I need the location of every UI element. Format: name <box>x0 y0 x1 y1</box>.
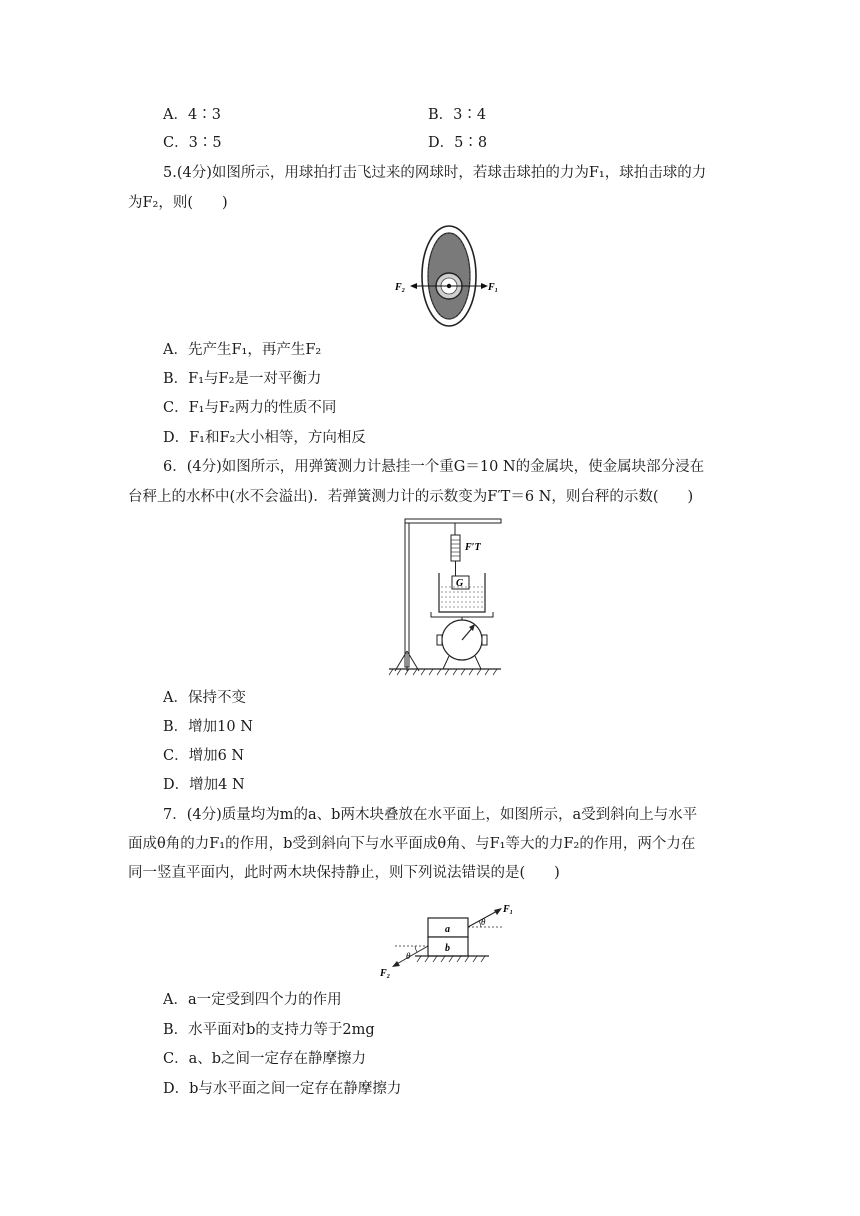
stand-arm <box>405 519 501 523</box>
q4-option-b: B．3∶4 <box>428 107 487 123</box>
q5-tennis-racket-figure <box>392 222 508 330</box>
q5-stem-line2: 为F₂，则( ) <box>128 195 228 211</box>
stand-pole <box>405 519 409 667</box>
q7-stem-line1: 7．(4分)质量均为m的a、b两木块叠放在水平面上，如图所示，a受到斜向上与水平 <box>163 807 698 823</box>
q6-option-c: C．增加6 N <box>163 748 245 764</box>
q7-option-c: C．a、b之间一定存在静摩擦力 <box>163 1051 367 1067</box>
q7-label-f1: F₁ <box>503 904 514 915</box>
q7-label-f2: F₂ <box>380 968 391 979</box>
q7-option-a: A．a一定受到四个力的作用 <box>163 992 342 1008</box>
q5-stem-line1: 5.(4分)如图所示，用球拍打击飞过来的网球时，若球击球拍的力为F₁，球拍击球的力 <box>163 165 707 181</box>
q6-label-g: G <box>456 578 464 589</box>
q5-option-a: A．先产生F₁，再产生F₂ <box>163 342 322 358</box>
q6-option-a: A．保持不变 <box>163 690 246 706</box>
q7-label-theta2: θ <box>406 951 411 961</box>
q5-option-b: B．F₁与F₂是一对平衡力 <box>163 371 322 387</box>
q7-stem-line3: 同一竖直平面内，此时两木块保持静止，则下列说法错误的是( ) <box>128 865 560 881</box>
q4-option-d: D．5∶8 <box>428 135 488 151</box>
q7-label-a: a <box>445 924 450 935</box>
q6-stem-line1: 6．(4分)如图所示，用弹簧测力计悬挂一个重G＝10 N的金属块，使金属块部分浸在 <box>163 459 705 475</box>
q5-label-f2: F₂ <box>395 282 406 293</box>
q7-option-b: B．水平面对b的支持力等于2mg <box>163 1022 375 1038</box>
q5-label-f1: F₁ <box>488 282 499 293</box>
q7-blocks-figure <box>375 898 525 980</box>
q7-stem-line2: 面成θ角的力F₁的作用，b受到斜向下与水平面成θ角、与F₁等大的力F₂的作用，两个力在 <box>128 836 696 852</box>
q7-option-d: D．b与水平面之间一定存在静摩擦力 <box>163 1081 402 1097</box>
q6-label-ft: F′T <box>465 542 481 553</box>
q6-option-d: D．增加4 N <box>163 777 245 793</box>
q4-option-a: A．4∶3 <box>163 107 221 123</box>
q7-label-b: b <box>445 943 450 954</box>
q6-spring-scale-figure <box>385 513 505 677</box>
q5-option-d: D．F₁和F₂大小相等，方向相反 <box>163 430 366 446</box>
q5-option-c: C．F₁与F₂两力的性质不同 <box>163 400 337 416</box>
q6-option-b: B．增加10 N <box>163 719 253 735</box>
q6-stem-line2: 台秤上的水杯中(水不会溢出)．若弹簧测力计的示数变为F′T＝6 N，则台秤的示数( ) <box>128 489 694 505</box>
q4-option-c: C．3∶5 <box>163 135 222 151</box>
scale-pan <box>431 612 493 617</box>
q7-label-theta1: θ <box>481 917 486 927</box>
